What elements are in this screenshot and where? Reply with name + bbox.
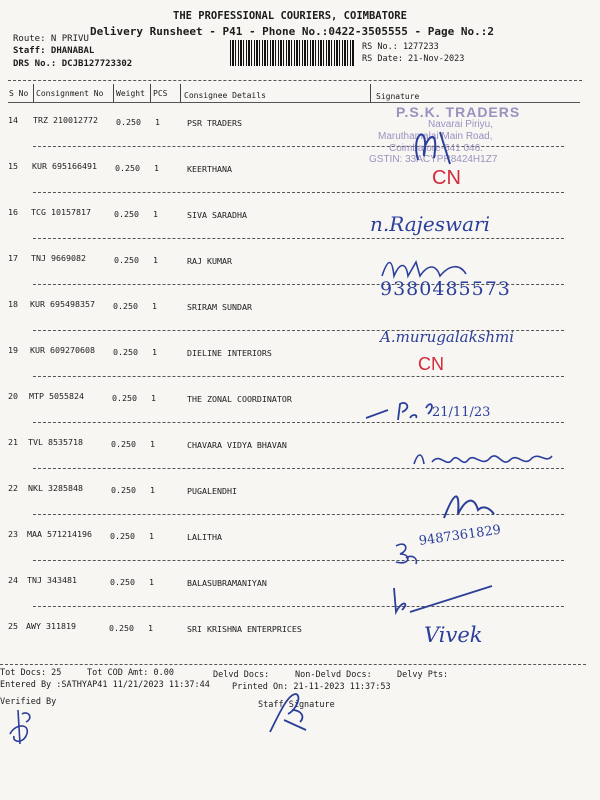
- row-pcs: 1: [149, 531, 154, 541]
- printed-on: Printed On: 21-11-2023 11:37:53: [232, 682, 391, 692]
- row23-phone: 9487361829: [417, 522, 502, 549]
- row-pcs: 1: [150, 439, 155, 449]
- row17-phone: 9380485573: [380, 278, 511, 300]
- row16-signature: n.Rajeswari: [370, 212, 490, 236]
- rs-date: RS Date: 21-Nov-2023: [362, 54, 465, 64]
- non-delivered-docs: Non-Delvd Docs:: [295, 670, 372, 680]
- row-sno: 15: [8, 161, 18, 171]
- row-weight: 0.250: [113, 301, 138, 311]
- row-consignment-no: KUR 695166491: [32, 161, 97, 171]
- row-consignee: SIVA SARADHA: [187, 210, 247, 220]
- col-signature: Signature: [376, 92, 420, 101]
- col-weight: Weight: [116, 89, 145, 98]
- stamp-line: Coimbatore-641 046.: [389, 143, 483, 154]
- row-sno: 16: [8, 207, 18, 217]
- row-consignee: SRI KRISHNA ENTERPRICES: [187, 624, 302, 634]
- col-pcs: PCS: [153, 89, 168, 98]
- staff-signature: [266, 690, 326, 734]
- row-weight: 0.250: [114, 209, 139, 219]
- verified-by-signature: [6, 708, 40, 748]
- row-consignment-no: AWY 311819: [26, 621, 76, 631]
- col-consignment: Consignment No: [36, 89, 104, 98]
- row-consignee: THE ZONAL COORDINATOR: [187, 394, 292, 404]
- row-consignee: SRIRAM SUNDAR: [187, 302, 252, 312]
- entered-by: Entered By :SATHYAP41 11/21/2023 11:37:44: [0, 680, 210, 690]
- col-divider: [33, 84, 34, 102]
- stamp-name: P.S.K. TRADERS: [396, 104, 521, 120]
- row-separator: [33, 376, 564, 377]
- row-sno: 20: [8, 391, 18, 401]
- row-separator: [33, 422, 564, 423]
- row-consignment-no: MTP 5055824: [29, 391, 84, 401]
- row-weight: 0.250: [111, 439, 136, 449]
- row-weight: 0.250: [111, 485, 136, 495]
- row24-signature: [388, 582, 498, 618]
- row-consignment-no: KUR 695498357: [30, 299, 95, 309]
- row-separator: [33, 560, 564, 561]
- verified-by-label: Verified By: [0, 697, 57, 707]
- staff-label: Staff: DHANABAL: [13, 46, 95, 56]
- column-header-rule: [8, 102, 580, 103]
- row-consignee: PSR TRADERS: [187, 118, 242, 128]
- row-sno: 17: [8, 253, 18, 263]
- row-consignee: CHAVARA VIDYA BHAVAN: [187, 440, 287, 450]
- total-docs: Tot Docs: 25: [0, 668, 62, 678]
- row-consignee: RAJ KUMAR: [187, 256, 232, 266]
- row-consignee: PUGALENDHI: [187, 486, 237, 496]
- row-consignment-no: MAA 571214196: [27, 529, 92, 539]
- company-title: THE PROFESSIONAL COURIERS, COIMBATORE: [173, 10, 407, 22]
- row23-signature: [392, 540, 422, 568]
- col-consignee: Consignee Details: [184, 91, 266, 100]
- row-pcs: 1: [152, 347, 157, 357]
- col-divider: [113, 84, 114, 102]
- row-pcs: 1: [148, 623, 153, 633]
- rs-number: RS No.: 1277233: [362, 42, 439, 52]
- runsheet-title: Delivery Runsheet - P41 - Phone No.:0422-3505555 - Page No.:2: [90, 25, 494, 38]
- row-consignment-no: TVL 8535718: [28, 437, 83, 447]
- row-sno: 23: [8, 529, 18, 539]
- row18-signature: A.murugalakshmi: [380, 328, 515, 346]
- row-pcs: 1: [151, 393, 156, 403]
- col-divider: [180, 84, 181, 102]
- drs-number: DRS No.: DCJB127723302: [13, 59, 133, 69]
- header-rule: [8, 80, 582, 81]
- row-separator: [33, 146, 564, 147]
- stamp-line: Navarai Piriyu,: [428, 119, 494, 130]
- row-pcs: 1: [150, 485, 155, 495]
- col-divider: [150, 84, 151, 102]
- row-consignment-no: NKL 3285848: [28, 483, 83, 493]
- row-weight: 0.250: [110, 531, 135, 541]
- row21-signature: [412, 448, 562, 472]
- row-sno: 19: [8, 345, 18, 355]
- row-weight: 0.250: [110, 577, 135, 587]
- col-divider: [370, 84, 371, 102]
- row-pcs: 1: [149, 577, 154, 587]
- row-separator: [33, 192, 564, 193]
- total-cod: Tot COD Amt: 0.00: [87, 668, 174, 678]
- row-pcs: 1: [154, 163, 159, 173]
- row25-signature: Vivek: [424, 623, 483, 647]
- barcode: [230, 40, 354, 66]
- row-pcs: 1: [153, 255, 158, 265]
- row-weight: 0.250: [112, 393, 137, 403]
- row19-signature: CN: [418, 354, 444, 374]
- row-sno: 24: [8, 575, 18, 585]
- row-sno: 14: [8, 115, 18, 125]
- stamp-line: GSTIN: 33ACYPR8424H1Z7: [369, 154, 498, 165]
- row-consignment-no: TNJ 343481: [27, 575, 77, 585]
- row-sno: 18: [8, 299, 18, 309]
- row-sno: 21: [8, 437, 18, 447]
- row-weight: 0.250: [109, 623, 134, 633]
- row-consignment-no: TNJ 9669082: [31, 253, 86, 263]
- staff-signature-label: Staff Signature: [258, 700, 335, 710]
- row22-signature: [438, 488, 498, 522]
- row-pcs: 1: [152, 301, 157, 311]
- row-sno: 25: [8, 621, 18, 631]
- row17-signature: [380, 258, 480, 280]
- footer-rule: [0, 664, 586, 665]
- row-weight: 0.250: [116, 117, 141, 127]
- row-sno: 22: [8, 483, 18, 493]
- row20-date: 21/11/23: [432, 405, 491, 420]
- row-pcs: 1: [153, 209, 158, 219]
- row-consignee: KEERTHANA: [187, 164, 232, 174]
- route-label: Route: N PRIVU: [13, 34, 89, 44]
- delivered-docs: Delvd Docs:: [213, 670, 270, 680]
- row14-signature: [400, 112, 470, 172]
- row-weight: 0.250: [114, 255, 139, 265]
- row-consignment-no: KUR 609270608: [30, 345, 95, 355]
- row-consignment-no: TRZ 210012772: [33, 115, 98, 125]
- col-sno: S No: [9, 89, 29, 98]
- row-separator: [33, 238, 564, 239]
- row-consignment-no: TCG 10157817: [31, 207, 91, 217]
- row-pcs: 1: [155, 117, 160, 127]
- row-weight: 0.250: [115, 163, 140, 173]
- row-consignee: BALASUBRAMANIYAN: [187, 578, 267, 588]
- row-weight: 0.250: [113, 347, 138, 357]
- row15-signature: CN: [432, 167, 461, 189]
- row-consignee: LALITHA: [187, 532, 222, 542]
- delivery-points: Delvy Pts:: [397, 670, 449, 680]
- stamp-line: Maruthamalai Main Road,: [378, 131, 493, 142]
- row-consignee: DIELINE INTERIORS: [187, 348, 272, 358]
